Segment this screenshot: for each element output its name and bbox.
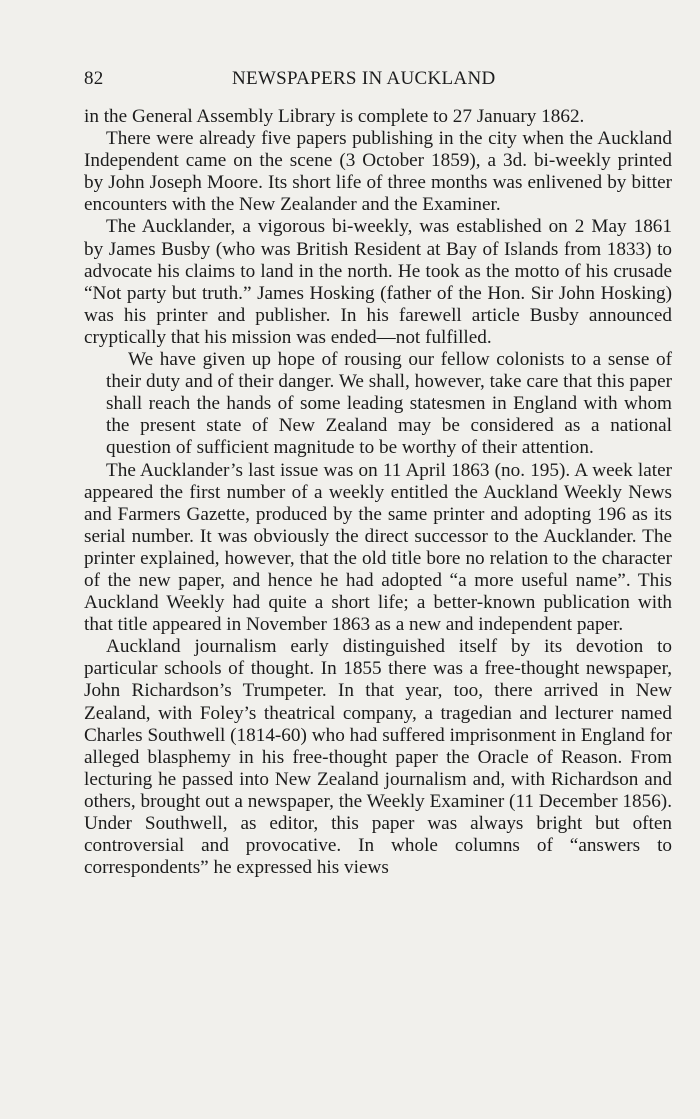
paragraph-aucklander: The Aucklander, a vigorous bi-weekly, was established on 2 May 1861 by James Busby (who was British Resident at Bay of Islands from 1833) to advocate his claims to land in the north. He took as the motto of his crusade “Not party but truth.” James Hosking (father of the Hon. Sir John Hosking) was his printer and publisher. In his farewell article Busby announced cryptically that his mission was ended—not fulfilled. bbox=[84, 216, 672, 348]
paragraph-auckland-independent: There were already five papers publishing in the city when the Auckland Independent came on the scene (3 October 1859), a 3d. bi-weekly printed by John Joseph Moore. Its short life of three months was enlivened by bitter encounters with the New Zealander and the Examiner. bbox=[84, 128, 672, 216]
paragraph-aucklander-last-issue: The Aucklander’s last issue was on 11 April 1863 (no. 195). A week later appeared the first number of a weekly entitled the Auckland Weekly News and Farmers Gazette, produced by the same printer and adopting 196 as its serial number. It was obviously the direct successor to the Aucklander. The printer explained, however, that the old title bore no relation to the character of the new paper, and hence he had adopted “a more useful name”. This Auckland Weekly had quite a short life; a better-known publication with that title appeared in November 1863 as a new and independent paper. bbox=[84, 459, 672, 636]
page-number: 82 bbox=[84, 68, 104, 89]
body-text bbox=[84, 106, 672, 879]
block-quote: We have given up hope of rousing our fellow colonists to a sense of their duty and of their danger. We shall, however, take care that this paper shall reach the hands of some leading statesmen in England with whom the present state of New Zealand may be considered as a national question of sufficient magnitude to be worthy of their attention. bbox=[106, 349, 672, 459]
paragraph-auckland-journalism: Auckland journalism early distinguished itself by its devotion to particular schools of thought. In 1855 there was a free-thought newspaper, John Richardson’s Trumpeter. In that year, too, there arrived in New Zealand, with Foley’s theatrical company, a tragedian and lecturer named Charles Southwell (1814-60) who had suffered imprisonment in England for alleged blasphemy in his free-thought paper the Oracle of Reason. From lecturing he passed into New Zealand journalism and, with Richardson and others, brought out a newspaper, the Weekly Examiner (11 December 1856). Under Southwell, as editor, this paper was always bright but often controversial and provocative. In whole columns of “answers to correspondents” he expressed his views bbox=[84, 636, 672, 879]
running-title: NEWSPAPERS IN AUCKLAND bbox=[232, 68, 496, 89]
paragraph-continuation: in the General Assembly Library is complete to 27 January 1862. bbox=[84, 106, 585, 127]
page-header bbox=[84, 68, 674, 96]
